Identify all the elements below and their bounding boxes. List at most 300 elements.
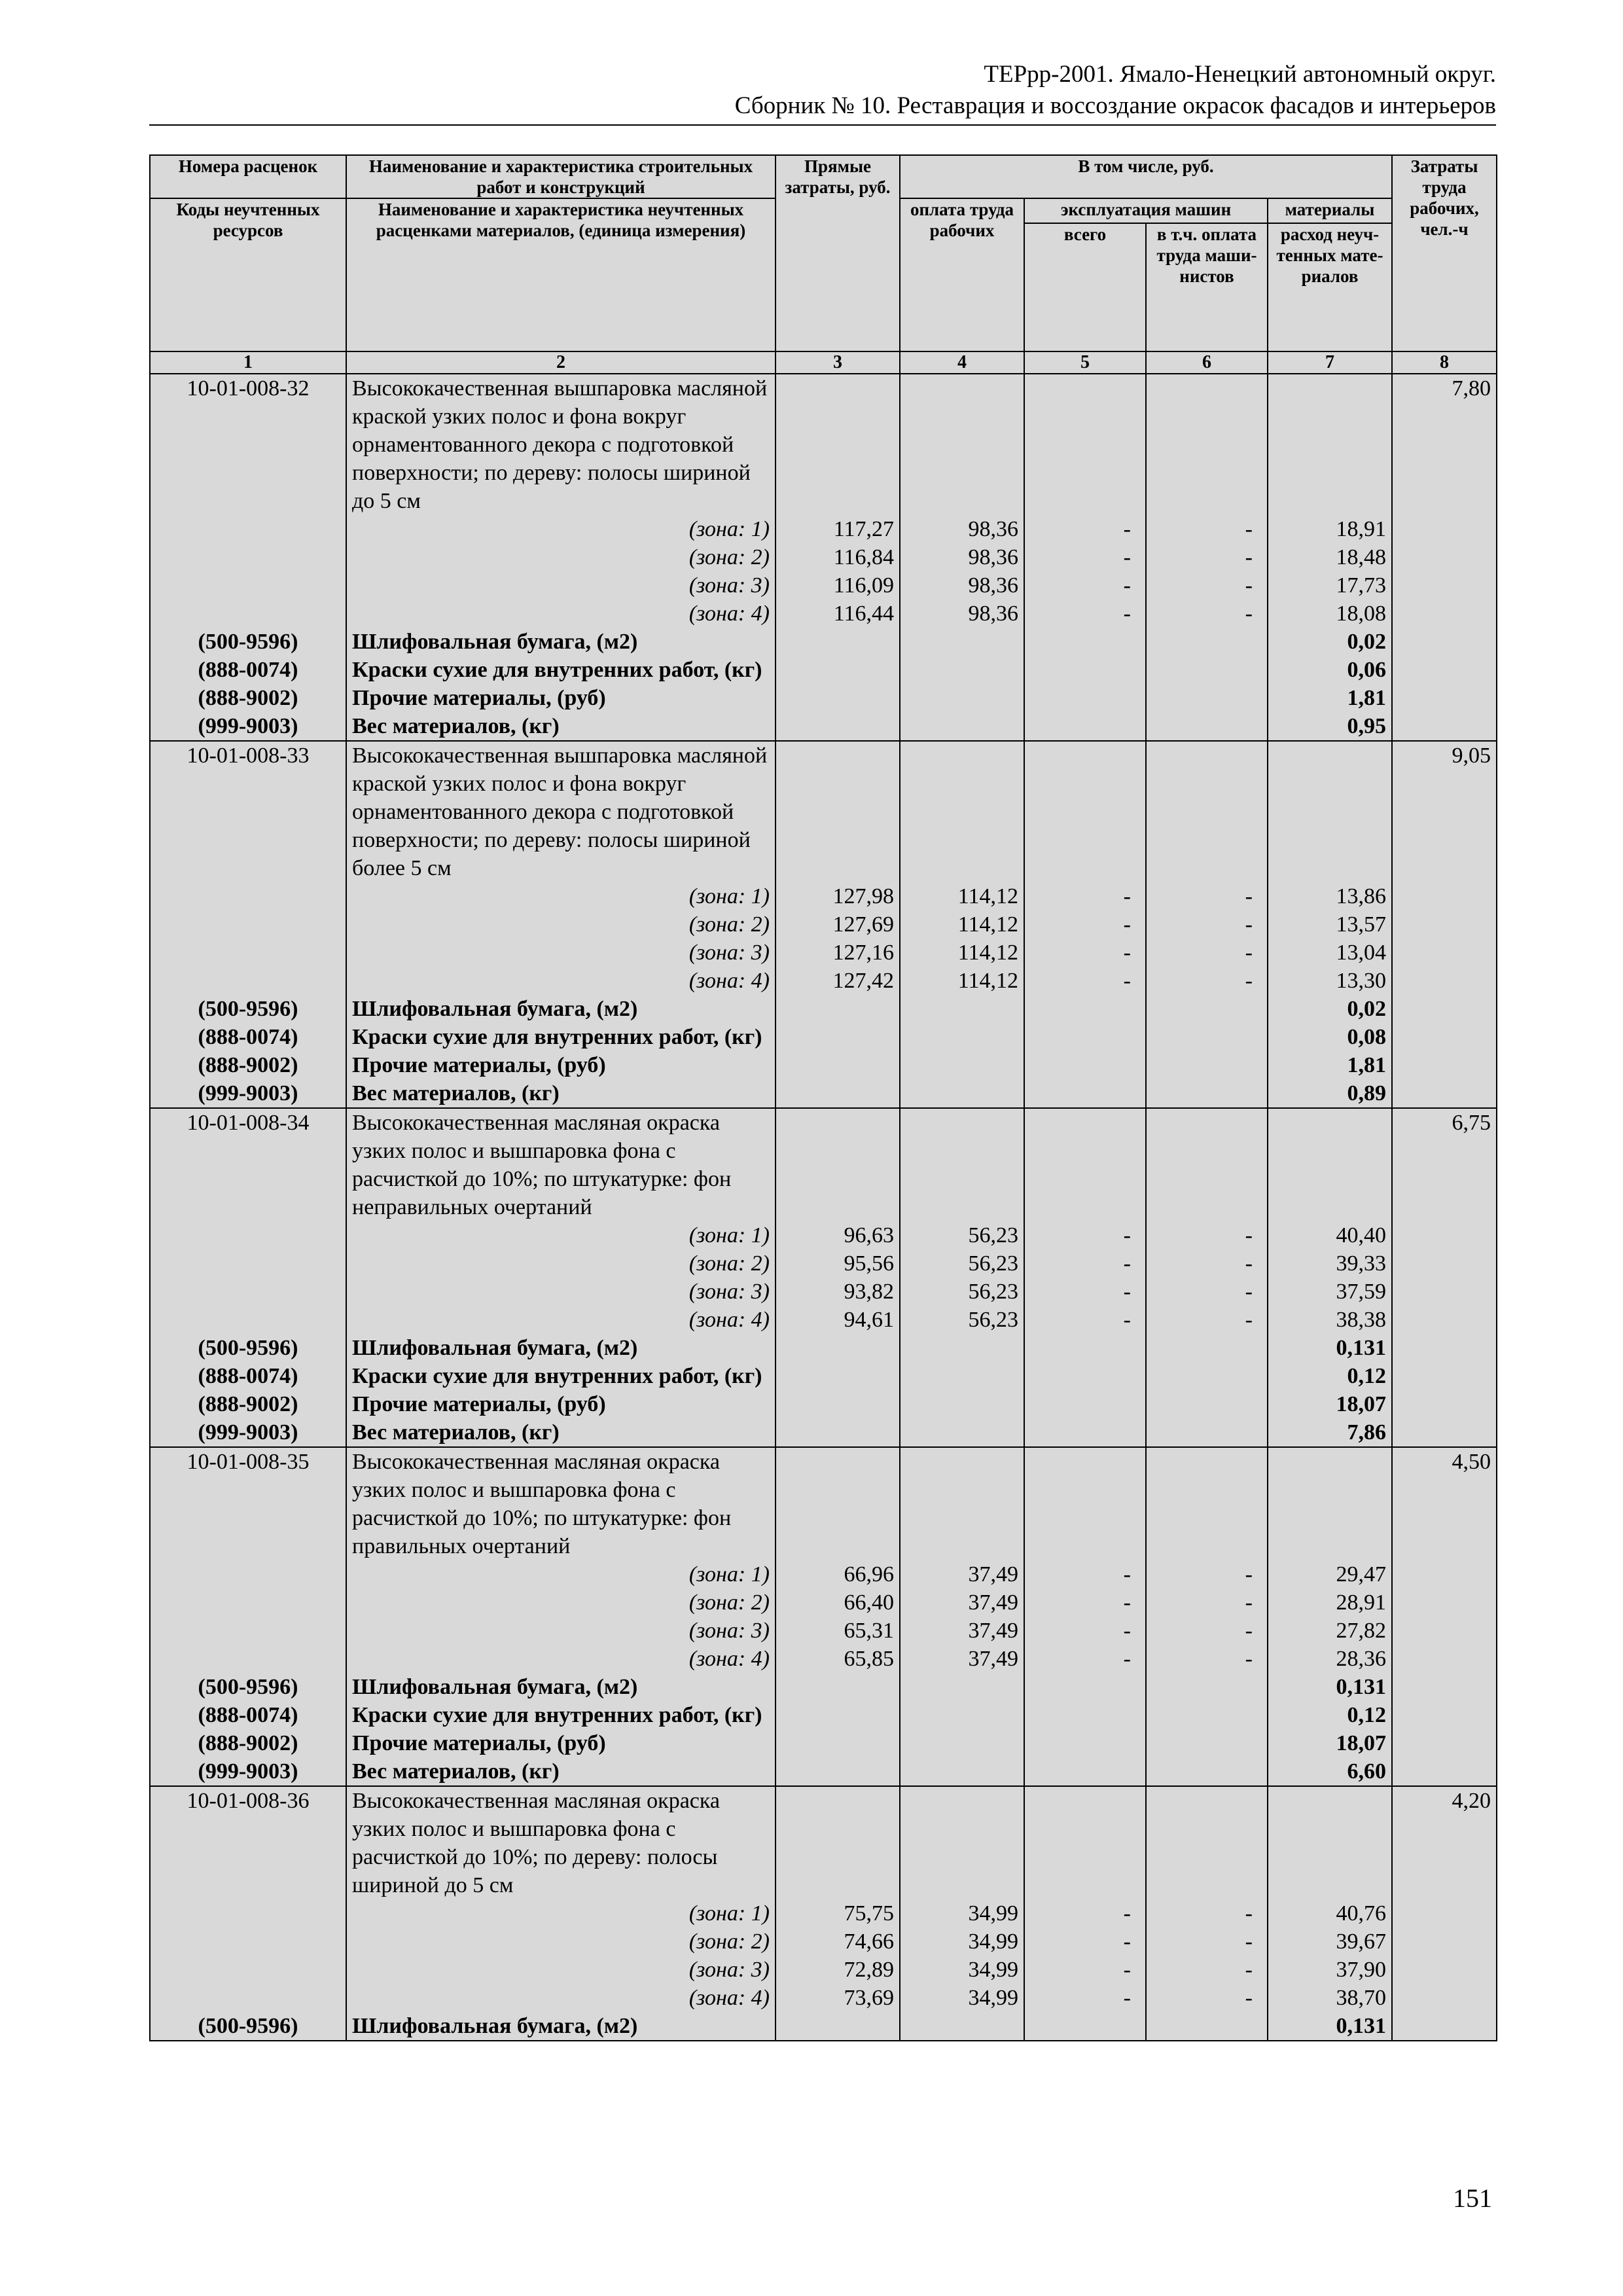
machinist-pay: -: [1146, 600, 1268, 628]
labor-hours: [1392, 1560, 1497, 1588]
machines-total: -: [1024, 1899, 1146, 1928]
material-row: [150, 712, 1497, 741]
zone-label: (зона: 3): [688, 1958, 770, 1982]
machinist-pay: [1146, 1051, 1268, 1079]
labor-hours: [1392, 1729, 1497, 1757]
empty-code: [150, 1249, 346, 1278]
material-consumption: 0,02: [1268, 628, 1392, 656]
machines-total: [1024, 1701, 1146, 1729]
direct-cost: 93,82: [776, 1278, 900, 1306]
worker-pay: [900, 712, 1024, 741]
worker-pay: 98,36: [900, 515, 1024, 543]
column-number: 8: [1392, 351, 1497, 374]
labor-hours: [1392, 543, 1497, 571]
materials-cost: 28,91: [1268, 1588, 1392, 1617]
zone-label: (зона: 2): [688, 545, 770, 569]
labor-hours: [1392, 995, 1497, 1023]
worker-pay: 56,23: [900, 1249, 1024, 1278]
zone-label: (зона: 2): [688, 1590, 770, 1615]
machines-total: -: [1024, 1984, 1146, 2012]
zone-row: [150, 1956, 1497, 1984]
material-row: [150, 684, 1497, 712]
labor-hours: 4,20: [1392, 1786, 1497, 1899]
direct-cost: 117,27: [776, 515, 900, 543]
labor-hours: [1392, 1984, 1497, 2012]
header-machinist-pay: в т.ч. оплата труда маши-нистов: [1146, 223, 1268, 351]
column-number: 3: [776, 351, 900, 374]
empty-code: [150, 600, 346, 628]
material-row: [150, 1729, 1497, 1757]
zone-cell: [346, 600, 776, 628]
materials-cost: 29,47: [1268, 1560, 1392, 1588]
machinist-pay: -: [1146, 1588, 1268, 1617]
worker-pay: 34,99: [900, 1899, 1024, 1928]
material-name: Прочие материалы, (руб): [346, 1729, 776, 1757]
header-resource-codes: Коды неучтенных ресурсов: [150, 198, 346, 351]
machinist-pay: -: [1146, 1560, 1268, 1588]
machinist-pay: [1146, 656, 1268, 684]
machines-total: [1024, 374, 1146, 515]
machines-total: -: [1024, 1928, 1146, 1956]
rates-table: [149, 154, 1497, 2041]
column-number: 6: [1146, 351, 1268, 374]
machines-total: -: [1024, 1617, 1146, 1645]
zone-row: [150, 1588, 1497, 1617]
worker-pay: [900, 2012, 1024, 2041]
labor-hours: [1392, 1928, 1497, 1956]
materials-cost: [1268, 1108, 1392, 1221]
direct-cost: [776, 1108, 900, 1221]
material-consumption: 0,08: [1268, 1023, 1392, 1051]
zone-row: [150, 515, 1497, 543]
labor-hours: [1392, 1023, 1497, 1051]
zone-row: [150, 600, 1497, 628]
direct-cost: 66,40: [776, 1588, 900, 1617]
material-row: [150, 1673, 1497, 1701]
zone-cell: [346, 1899, 776, 1928]
labor-hours: 4,50: [1392, 1447, 1497, 1560]
machines-total: [1024, 2012, 1146, 2041]
zone-label: (зона: 4): [688, 601, 770, 626]
machinist-pay: [1146, 741, 1268, 882]
empty-code: [150, 910, 346, 939]
machines-total: -: [1024, 1560, 1146, 1588]
materials-cost: 27,82: [1268, 1617, 1392, 1645]
labor-hours: [1392, 628, 1497, 656]
empty-code: [150, 967, 346, 995]
direct-cost: [776, 1051, 900, 1079]
direct-cost: 116,09: [776, 571, 900, 600]
direct-cost: 95,56: [776, 1249, 900, 1278]
resource-code: (999-9003): [150, 1757, 346, 1786]
zone-label: (зона: 4): [688, 969, 770, 993]
rate-code: 10-01-008-33: [150, 741, 346, 882]
direct-cost: [776, 1418, 900, 1447]
material-row: [150, 1701, 1497, 1729]
rate-row: [150, 1786, 1497, 1899]
labor-hours: [1392, 1588, 1497, 1617]
labor-hours: [1392, 2012, 1497, 2041]
worker-pay: [900, 1334, 1024, 1362]
page-number: 151: [1453, 2183, 1492, 2213]
zone-label: (зона: 2): [688, 912, 770, 937]
resource-code: (888-9002): [150, 1390, 346, 1418]
machines-total: [1024, 995, 1146, 1023]
resource-code: (888-9002): [150, 1729, 346, 1757]
empty-code: [150, 1617, 346, 1645]
material-name: Шлифовальная бумага, (м2): [346, 628, 776, 656]
machinist-pay: -: [1146, 910, 1268, 939]
direct-cost: 127,16: [776, 939, 900, 967]
resource-code: (888-0074): [150, 656, 346, 684]
materials-cost: 40,40: [1268, 1221, 1392, 1249]
material-name: Вес материалов, (кг): [346, 1079, 776, 1108]
labor-hours: [1392, 1051, 1497, 1079]
machinist-pay: -: [1146, 1278, 1268, 1306]
empty-code: [150, 1588, 346, 1617]
machines-total: -: [1024, 600, 1146, 628]
labor-hours: [1392, 1956, 1497, 1984]
worker-pay: 114,12: [900, 967, 1024, 995]
labor-hours: 7,80: [1392, 374, 1497, 515]
materials-cost: [1268, 374, 1392, 515]
machinist-pay: [1146, 1023, 1268, 1051]
zone-cell: [346, 1928, 776, 1956]
direct-cost: 116,44: [776, 600, 900, 628]
machines-total: -: [1024, 882, 1146, 910]
zone-label: (зона: 3): [688, 941, 770, 965]
labor-hours: [1392, 656, 1497, 684]
materials-cost: 13,86: [1268, 882, 1392, 910]
rate-code: 10-01-008-35: [150, 1447, 346, 1560]
labor-hours: [1392, 684, 1497, 712]
material-name: Вес материалов, (кг): [346, 712, 776, 741]
machines-total: [1024, 741, 1146, 882]
direct-cost: [776, 1390, 900, 1418]
zone-label: (зона: 3): [688, 1280, 770, 1304]
worker-pay: 98,36: [900, 543, 1024, 571]
machines-total: [1024, 628, 1146, 656]
machinist-pay: [1146, 1079, 1268, 1108]
machines-total: [1024, 656, 1146, 684]
zone-label: (зона: 2): [688, 1929, 770, 1954]
worker-pay: 114,12: [900, 939, 1024, 967]
machinist-pay: [1146, 628, 1268, 656]
worker-pay: 34,99: [900, 1956, 1024, 1984]
material-name: Шлифовальная бумага, (м2): [346, 1673, 776, 1701]
worker-pay: 37,49: [900, 1560, 1024, 1588]
material-name: Краски сухие для внутренних работ, (кг): [346, 1023, 776, 1051]
zone-row: [150, 543, 1497, 571]
zone-cell: [346, 571, 776, 600]
material-row: [150, 1418, 1497, 1447]
worker-pay: 56,23: [900, 1278, 1024, 1306]
direct-cost: [776, 684, 900, 712]
zone-label: (зона: 4): [688, 1308, 770, 1332]
material-name: Краски сухие для внутренних работ, (кг): [346, 1362, 776, 1390]
direct-cost: 72,89: [776, 1956, 900, 1984]
labor-hours: [1392, 967, 1497, 995]
labor-hours: [1392, 1221, 1497, 1249]
header-direct-costs: Прямые затраты, руб.: [776, 155, 900, 351]
worker-pay: [900, 628, 1024, 656]
machinist-pay: [1146, 1334, 1268, 1362]
machinist-pay: -: [1146, 1928, 1268, 1956]
header-work-name: Наименование и характеристика строительных работ и конструкций: [346, 155, 776, 198]
material-consumption: 18,07: [1268, 1729, 1392, 1757]
machines-total: [1024, 1418, 1146, 1447]
materials-cost: 37,59: [1268, 1278, 1392, 1306]
direct-cost: 73,69: [776, 1984, 900, 2012]
materials-cost: 18,91: [1268, 515, 1392, 543]
table-header: [150, 155, 1497, 374]
machinist-pay: [1146, 1701, 1268, 1729]
material-row: [150, 1023, 1497, 1051]
rate-row: [150, 741, 1497, 882]
empty-code: [150, 1560, 346, 1588]
zone-row: [150, 1645, 1497, 1673]
direct-cost: [776, 995, 900, 1023]
header-labor-hours: Затраты труда рабочих, чел.-ч: [1392, 155, 1497, 351]
zone-row: [150, 1617, 1497, 1645]
labor-hours: [1392, 1249, 1497, 1278]
material-row: [150, 995, 1497, 1023]
machinist-pay: [1146, 2012, 1268, 2041]
zone-label: (зона: 2): [688, 1251, 770, 1276]
material-consumption: 1,81: [1268, 1051, 1392, 1079]
material-name: Вес материалов, (кг): [346, 1418, 776, 1447]
zone-row: [150, 939, 1497, 967]
machines-total: -: [1024, 910, 1146, 939]
materials-cost: 13,30: [1268, 967, 1392, 995]
material-consumption: 6,60: [1268, 1757, 1392, 1786]
resource-code: (500-9596): [150, 995, 346, 1023]
machines-total: -: [1024, 1221, 1146, 1249]
material-consumption: 0,06: [1268, 656, 1392, 684]
column-number: 5: [1024, 351, 1146, 374]
zone-cell: [346, 1560, 776, 1588]
machinist-pay: -: [1146, 882, 1268, 910]
machines-total: [1024, 1362, 1146, 1390]
machinist-pay: [1146, 1390, 1268, 1418]
machines-total: -: [1024, 515, 1146, 543]
empty-code: [150, 939, 346, 967]
material-consumption: 1,81: [1268, 684, 1392, 712]
zone-cell: [346, 1956, 776, 1984]
empty-code: [150, 882, 346, 910]
material-name: Прочие материалы, (руб): [346, 1390, 776, 1418]
zone-row: [150, 1899, 1497, 1928]
machinist-pay: -: [1146, 515, 1268, 543]
header-unaccounted-materials: расход неуч-тенных мате-риалов: [1268, 223, 1392, 351]
header-machine-operation: эксплуатация машин: [1024, 198, 1268, 223]
materials-cost: 18,48: [1268, 543, 1392, 571]
machines-total: -: [1024, 967, 1146, 995]
zone-cell: [346, 1278, 776, 1306]
labor-hours: [1392, 1673, 1497, 1701]
machinist-pay: [1146, 1757, 1268, 1786]
column-number: 7: [1268, 351, 1392, 374]
zone-cell: [346, 882, 776, 910]
header-line-1: ТЕРрр-2001. Ямало-Ненецкий автономный округ.: [984, 61, 1496, 88]
direct-cost: [776, 374, 900, 515]
zone-cell: [346, 1588, 776, 1617]
worker-pay: [900, 1051, 1024, 1079]
zone-cell: [346, 1645, 776, 1673]
empty-code: [150, 515, 346, 543]
direct-cost: [776, 1701, 900, 1729]
worker-pay: 114,12: [900, 910, 1024, 939]
worker-pay: 34,99: [900, 1928, 1024, 1956]
machinist-pay: [1146, 712, 1268, 741]
material-name: Шлифовальная бумага, (м2): [346, 995, 776, 1023]
worker-pay: 37,49: [900, 1588, 1024, 1617]
machinist-pay: -: [1146, 1306, 1268, 1334]
machinist-pay: [1146, 684, 1268, 712]
worker-pay: 34,99: [900, 1984, 1024, 2012]
labor-hours: [1392, 1418, 1497, 1447]
header-material-name: Наименование и характеристика неучтенных расценками материалов, (единица измерения): [346, 198, 776, 351]
machinist-pay: [1146, 1447, 1268, 1560]
machines-total: [1024, 1447, 1146, 1560]
direct-cost: 75,75: [776, 1899, 900, 1928]
worker-pay: [900, 1108, 1024, 1221]
machinist-pay: [1146, 1108, 1268, 1221]
zone-row: [150, 882, 1497, 910]
zone-row: [150, 1928, 1497, 1956]
machinist-pay: -: [1146, 1956, 1268, 1984]
resource-code: (888-9002): [150, 684, 346, 712]
machinist-pay: -: [1146, 967, 1268, 995]
resource-code: (500-9596): [150, 2012, 346, 2041]
material-row: [150, 1757, 1497, 1786]
table-body: [150, 374, 1497, 2041]
zone-row: [150, 910, 1497, 939]
zone-label: (зона: 1): [688, 517, 770, 541]
machinist-pay: [1146, 995, 1268, 1023]
worker-pay: [900, 1418, 1024, 1447]
labor-hours: [1392, 1701, 1497, 1729]
materials-cost: 38,70: [1268, 1984, 1392, 2012]
labor-hours: [1392, 1278, 1497, 1306]
empty-code: [150, 1899, 346, 1928]
zone-label: (зона: 1): [688, 1223, 770, 1247]
material-row: [150, 1390, 1497, 1418]
machines-total: [1024, 1334, 1146, 1362]
zone-label: (зона: 1): [688, 1562, 770, 1587]
machines-total: [1024, 1757, 1146, 1786]
zone-row: [150, 1278, 1497, 1306]
machines-total: [1024, 1023, 1146, 1051]
material-name: Шлифовальная бумага, (м2): [346, 1334, 776, 1362]
machinist-pay: -: [1146, 1617, 1268, 1645]
zone-label: (зона: 3): [688, 573, 770, 598]
zone-label: (зона: 1): [688, 884, 770, 908]
direct-cost: [776, 1362, 900, 1390]
page-header: [149, 59, 1496, 126]
rate-description: Высококачественная масляная окраска узких полос и вышпаровка фона с расчисткой до 10%; по штукатурке: фон неправильных очертаний: [346, 1108, 776, 1221]
labor-hours: [1392, 515, 1497, 543]
materials-cost: [1268, 741, 1392, 882]
material-consumption: 0,12: [1268, 1701, 1392, 1729]
rate-description: Высококачественная масляная окраска узких полос и вышпаровка фона с расчисткой до 10%; по штукатурке: фон правильных очертаний: [346, 1447, 776, 1560]
zone-cell: [346, 1306, 776, 1334]
materials-cost: 40,76: [1268, 1899, 1392, 1928]
zone-cell: [346, 543, 776, 571]
zone-cell: [346, 967, 776, 995]
header-machines-total: всего: [1024, 223, 1146, 351]
machines-total: -: [1024, 571, 1146, 600]
resource-code: (888-9002): [150, 1051, 346, 1079]
zone-label: (зона: 4): [688, 1986, 770, 2010]
materials-cost: 39,33: [1268, 1249, 1392, 1278]
direct-cost: 94,61: [776, 1306, 900, 1334]
labor-hours: [1392, 1334, 1497, 1362]
direct-cost: [776, 2012, 900, 2041]
rate-row: [150, 1108, 1497, 1221]
zone-cell: [346, 1617, 776, 1645]
material-row: [150, 1362, 1497, 1390]
materials-cost: 28,36: [1268, 1645, 1392, 1673]
machinist-pay: [1146, 1673, 1268, 1701]
worker-pay: [900, 1447, 1024, 1560]
labor-hours: [1392, 1362, 1497, 1390]
empty-code: [150, 1956, 346, 1984]
direct-cost: 116,84: [776, 543, 900, 571]
empty-code: [150, 543, 346, 571]
direct-cost: 65,31: [776, 1617, 900, 1645]
material-consumption: 0,131: [1268, 1673, 1392, 1701]
worker-pay: [900, 1079, 1024, 1108]
resource-code: (888-0074): [150, 1701, 346, 1729]
machines-total: -: [1024, 1278, 1146, 1306]
zone-row: [150, 1306, 1497, 1334]
machines-total: -: [1024, 1249, 1146, 1278]
machinist-pay: -: [1146, 1645, 1268, 1673]
rate-row: [150, 1447, 1497, 1560]
material-name: Прочие материалы, (руб): [346, 684, 776, 712]
labor-hours: [1392, 571, 1497, 600]
direct-cost: [776, 1447, 900, 1560]
material-row: [150, 628, 1497, 656]
zone-row: [150, 571, 1497, 600]
machinist-pay: -: [1146, 543, 1268, 571]
machines-total: [1024, 712, 1146, 741]
header-worker-pay: оплата труда рабочих: [900, 198, 1024, 351]
worker-pay: 98,36: [900, 600, 1024, 628]
material-row: [150, 1334, 1497, 1362]
column-number: 4: [900, 351, 1024, 374]
labor-hours: 6,75: [1392, 1108, 1497, 1221]
worker-pay: [900, 1673, 1024, 1701]
material-row: [150, 1051, 1497, 1079]
worker-pay: 114,12: [900, 882, 1024, 910]
rate-code: 10-01-008-32: [150, 374, 346, 515]
worker-pay: [900, 1023, 1024, 1051]
machinist-pay: [1146, 1786, 1268, 1899]
empty-code: [150, 1306, 346, 1334]
materials-cost: 18,08: [1268, 600, 1392, 628]
machines-total: -: [1024, 1956, 1146, 1984]
zone-cell: [346, 910, 776, 939]
worker-pay: 56,23: [900, 1306, 1024, 1334]
worker-pay: [900, 995, 1024, 1023]
direct-cost: [776, 1729, 900, 1757]
machinist-pay: -: [1146, 1249, 1268, 1278]
empty-code: [150, 1984, 346, 2012]
labor-hours: [1392, 1645, 1497, 1673]
machines-total: -: [1024, 543, 1146, 571]
